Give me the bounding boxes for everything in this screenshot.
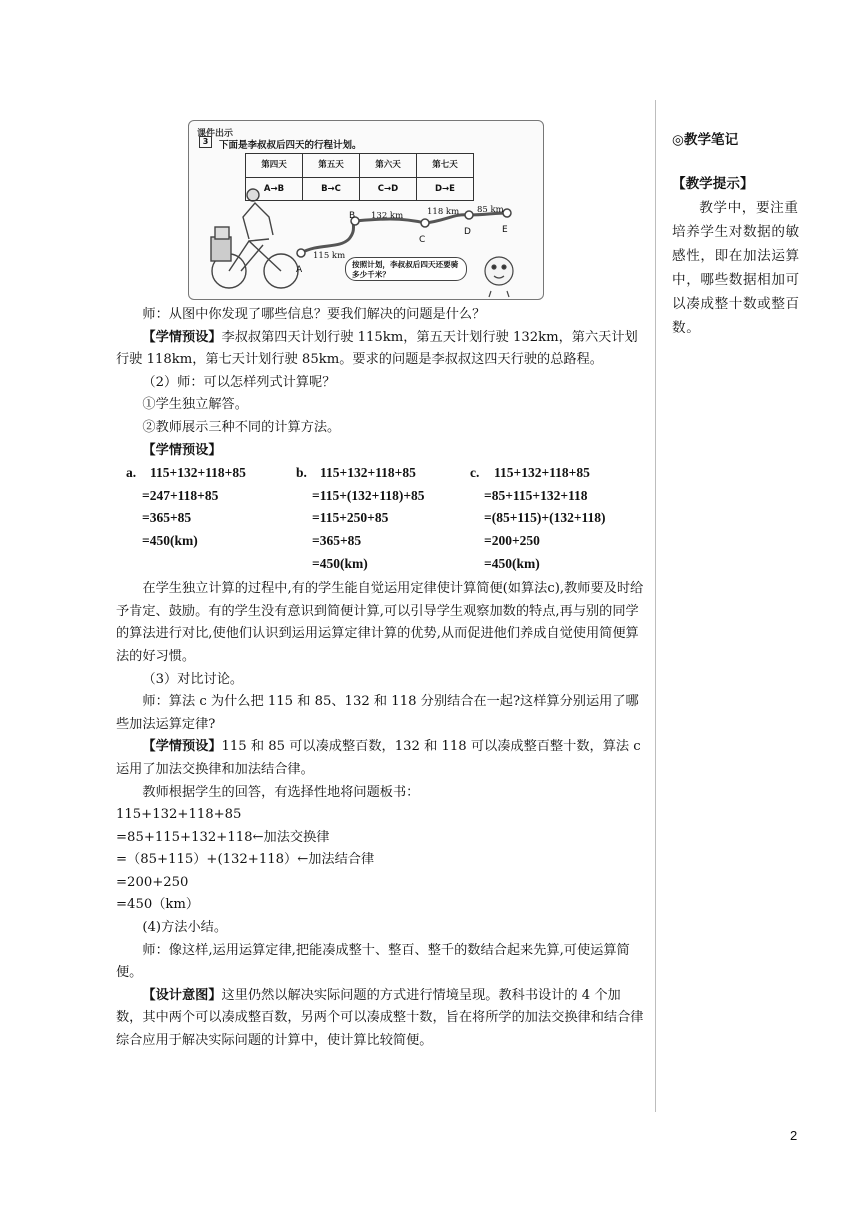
calc-line: 115+132+118+85 [494, 465, 590, 481]
paragraph [116, 736, 646, 781]
paragraph [116, 440, 646, 463]
paragraph: 教师根据学生的回答，有选择性地将问题板书： [142, 784, 420, 800]
table-cell: C→D [360, 177, 417, 201]
calc-line: =450(km) [312, 555, 368, 571]
point-label: D [464, 227, 471, 237]
page-number: 2 [790, 1128, 798, 1143]
courseware-figure [188, 120, 544, 300]
table-row [246, 154, 474, 178]
paragraph: ①学生独立解答。 [142, 397, 248, 413]
table-cell: 第四天 [246, 154, 303, 178]
point-label: B [349, 211, 356, 221]
paragraph: （2）师：可以怎样列式计算呢？ [142, 374, 336, 390]
point-e-marker [503, 209, 511, 217]
calculation-methods [116, 462, 646, 578]
paragraph-text: 这里仍然以解决实际问题的方式进行情境呈现。教科书设计的 4 个加数，其中两个可以凑成整百数，另两个可以凑成整十数，旨在将所学的加法交换律和结合律综合应用于解决实际问题的计算中，使计算比较简便。 [116, 987, 644, 1049]
table-cell: 第七天 [417, 154, 474, 178]
paragraph: （3）对比讨论。 [142, 671, 244, 687]
calc-line: =450(km) [142, 532, 198, 548]
figure-caption: 下面是李叔叔后四天的行程计划。 [219, 140, 362, 151]
tag-label: 【设计意图】 [142, 987, 222, 1003]
teaching-notes-sidebar [672, 128, 804, 340]
paragraph: ②教师展示三种不同的计算方法。 [142, 419, 341, 435]
sidebar-tip-text: 教学中，要注重培养学生对数据的敏感性，即在加法运算中，哪些数据相加可以凑成整十数或整百数。 [672, 200, 800, 336]
table-cell: 第六天 [360, 154, 417, 178]
point-d-marker [465, 211, 473, 219]
paragraph: 师：从图中你发现了哪些信息？要我们解决的问题是什么？ [142, 307, 486, 322]
method-c [470, 462, 606, 575]
method-a [126, 462, 246, 552]
tag-label: 【学情预设】 [142, 329, 222, 345]
calc-line: =85+115+132+118 [484, 487, 588, 503]
distance-label: 115 km [313, 251, 346, 261]
calc-line: 115+132+118+85 [150, 465, 246, 481]
paragraph [116, 985, 646, 1053]
method-label: b. [296, 465, 307, 481]
method-b [296, 462, 425, 575]
paragraph [116, 327, 646, 372]
column-divider [655, 100, 656, 1112]
paragraph: (4)方法小结。 [142, 920, 228, 936]
calc-line: =365+85 [312, 532, 362, 548]
table-cell: B→C [303, 177, 360, 201]
point-label: A [296, 265, 303, 275]
table-cell: A→B [246, 177, 303, 201]
sidebar-tip-label: 【教学提示】 [672, 176, 754, 192]
mascot-icon [485, 257, 513, 297]
distance-label: 85 km [477, 205, 504, 215]
cyclist-icon [211, 189, 298, 288]
sidebar-heading: ◎教学笔记 [672, 132, 739, 148]
figure-header: 课件出示 [197, 129, 234, 139]
paragraph: 师：像这样,运用运算定律,把能凑成整十、整百、整千的数结合起来先算,可使运算简便。 [116, 942, 630, 981]
board-line: =（85+115）+(132+118）←加法结合律 [116, 852, 375, 868]
paragraph: 在学生独立计算的过程中,有的学生能自觉运用定律使计算简便(如算法c),教师要及时给予肯定、鼓励。有的学生没有意识到简便计算,可以引导学生观察加数的特点,再与别的同学的算法进行对比,使他们认识到运用运算定律计算的优势,从而促进他们养成自觉使用简便算法的好习惯。 [116, 581, 644, 664]
paragraph-text: 李叔叔第四天计划行驶 115km，第五天计划行驶 132km，第六天计划行驶 118km，第七天计划行驶 85km。要求的问题是李叔叔这四天行驶的总路程。 [116, 329, 638, 368]
board-line: =450（km） [116, 897, 200, 913]
distance-label: 132 km [371, 211, 404, 221]
calc-line: =247+118+85 [142, 487, 219, 503]
paragraph: 师：算法 c 为什么把 115 和 85、132 和 118 分别结合在一起?这样算分别运用了哪些加法运算定律? [116, 694, 639, 732]
board-line: 115+132+118+85 [116, 807, 242, 823]
point-label: C [419, 235, 426, 245]
calc-line: 115+132+118+85 [320, 465, 416, 481]
schedule-table [245, 153, 474, 201]
method-label: a. [126, 465, 137, 481]
board-line: =85+115+132+118←加法交换律 [116, 829, 330, 845]
distance-label: 118 km [427, 207, 460, 217]
method-label: c. [470, 465, 480, 481]
calc-line: =200+250 [484, 532, 540, 548]
paragraph-text: 115 和 85 可以凑成整百数，132 和 118 可以凑成整百整十数，算法 c 运用了加法交换律和加法结合律。 [116, 739, 641, 777]
calc-line: =365+85 [142, 510, 192, 526]
calc-line: =(85+115)+(132+118) [484, 510, 606, 526]
main-content [116, 120, 646, 1053]
table-row [246, 177, 474, 201]
calc-line: =450(km) [484, 555, 540, 571]
tag-label: 【学情预设】 [142, 442, 222, 458]
point-a-marker [297, 249, 305, 257]
calc-line: =115+(132+118)+85 [312, 487, 425, 503]
calc-line: =115+250+85 [312, 510, 389, 526]
figure-number: 3 [199, 136, 212, 148]
point-label: E [502, 225, 508, 235]
table-cell: 第五天 [303, 154, 360, 178]
board-line: =200+250 [116, 874, 189, 890]
table-cell: D→E [417, 177, 474, 201]
tag-label: 【学情预设】 [142, 739, 222, 755]
speech-bubble: 按照计划，李叔叔后四天还要骑多少千米？ [345, 257, 467, 281]
